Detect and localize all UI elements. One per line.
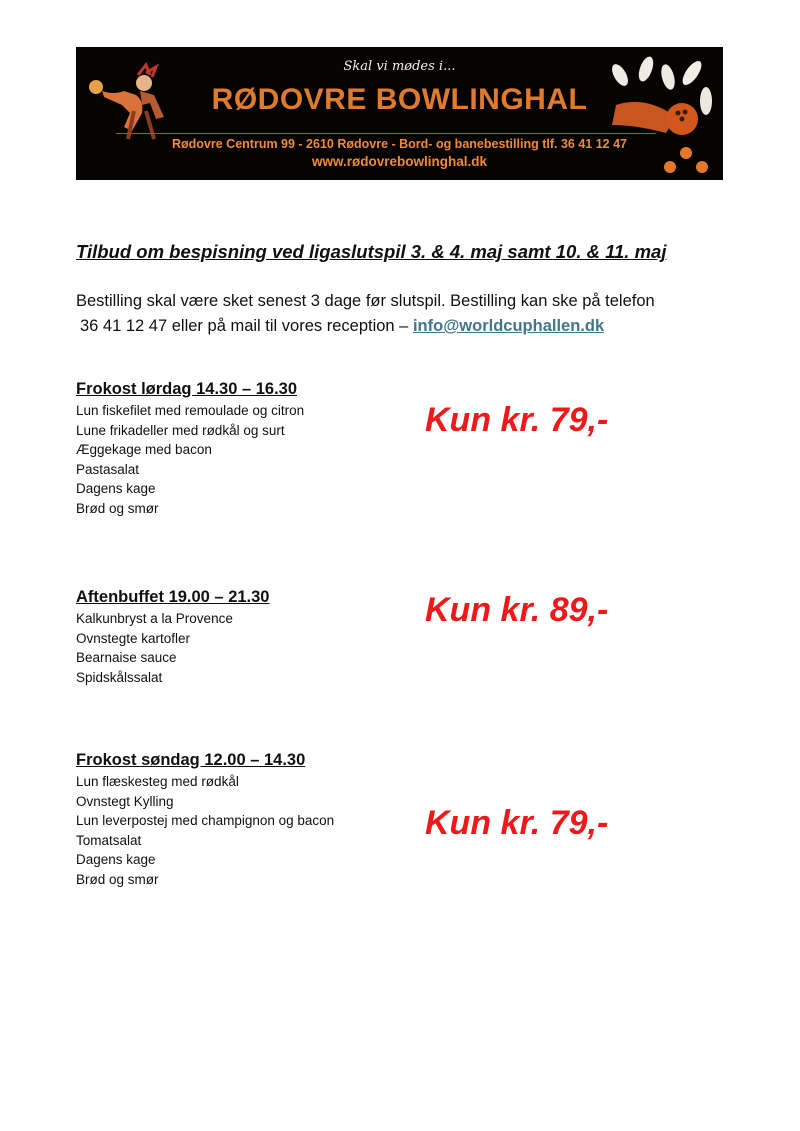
menu-item: Tomatsalat (76, 832, 142, 848)
menu-item: Spidskålssalat (76, 669, 163, 685)
menu-item: Ovnstegt Kylling (76, 793, 174, 809)
menu-section-evening-buffet (76, 588, 396, 687)
banner-brand: RØDOVRE BOWLINGHAL (211, 83, 588, 116)
section-title: Frokost lørdag 14.30 – 16.30 (76, 380, 298, 398)
menu-item: Lun leverpostej med champignon og bacon (76, 813, 335, 829)
menu-item: Kalkunbryst a la Provence (76, 611, 233, 626)
menu-item: Dagens kage (76, 481, 156, 497)
email-link[interactable]: info@worldcuphallen.dk (412, 317, 605, 335)
menu-list (76, 772, 396, 890)
section-title: Aftenbuffet 19.00 – 21.30 (76, 588, 270, 606)
menu-list (76, 609, 396, 687)
intro-paragraph (76, 289, 736, 339)
price-sunday-lunch: Kun kr. 79,- (425, 804, 609, 842)
price-evening-buffet: Kun kr. 89,- (425, 591, 609, 629)
menu-section-sunday-lunch (76, 751, 396, 890)
banner-tagline: Skal vi mødes i... (343, 59, 456, 74)
menu-item: Lune frikadeller med rødkål og surt (76, 422, 285, 438)
intro-line-1: Bestilling skal være sket senest 3 dage før slutspil. Bestilling kan ske på telefon (76, 292, 655, 310)
intro-line-2-text: 36 41 12 47 eller på mail til vores reception – (80, 317, 409, 335)
page-headline: Tilbud om bespisning ved ligaslutspil 3. & 4. maj samt 10. & 11. maj (76, 241, 667, 262)
menu-item: Dagens kage (76, 852, 156, 868)
banner-divider (116, 133, 656, 134)
menu-list (76, 401, 396, 519)
menu-item: Æggekage med bacon (76, 442, 212, 458)
menu-item: Brød og smør (76, 871, 159, 887)
menu-section-saturday-lunch (76, 380, 396, 519)
menu-item: Brød og smør (76, 500, 159, 516)
menu-item: Pastasalat (76, 461, 140, 477)
header-banner (76, 47, 723, 180)
intro-line-2 (76, 314, 736, 339)
menu-item: Lun fiskefilet med remoulade og citron (76, 403, 305, 418)
price-saturday-lunch: Kun kr. 79,- (425, 401, 609, 439)
menu-item: Bearnaise sauce (76, 650, 177, 666)
section-title: Frokost søndag 12.00 – 14.30 (76, 751, 306, 769)
menu-item: Ovnstegte kartofler (76, 630, 191, 646)
banner-address: Rødovre Centrum 99 - 2610 Rødovre - Bord- og banebestilling tlf. 36 41 12 47 (172, 137, 627, 151)
banner-website: www.rødovrebowlinghal.dk (311, 154, 487, 169)
menu-item: Lun flæskesteg med rødkål (76, 774, 239, 789)
